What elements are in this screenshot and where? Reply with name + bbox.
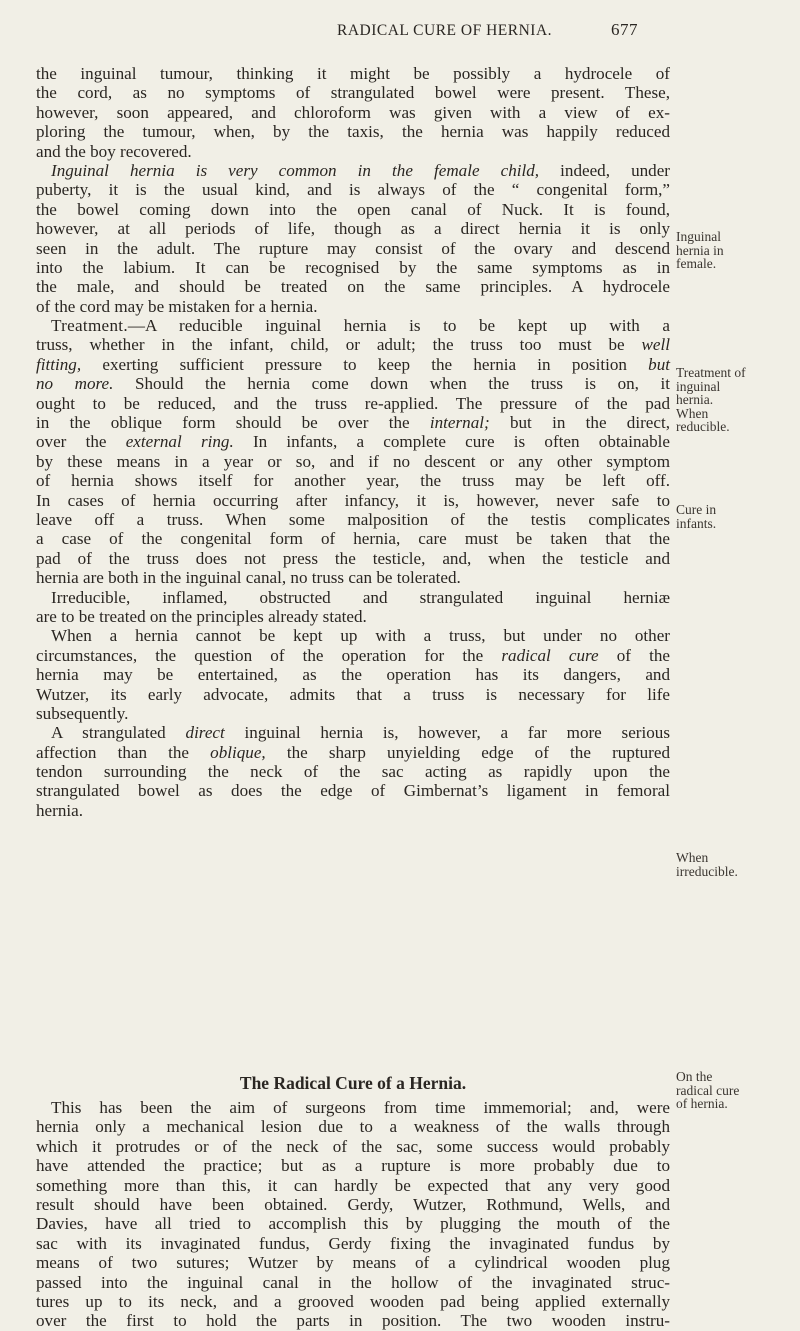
- text-span: Should the hernia come down when the truss is on, it: [113, 374, 671, 394]
- text-line: [36, 335, 670, 354]
- italic-phrase: fitting,: [36, 354, 82, 374]
- text-span: circumstances, the question of the operation for the: [36, 645, 502, 665]
- text-line: hernia may be entertained, as the operation has its dangers, and: [36, 665, 670, 685]
- margin-note-when-irreducible: [676, 851, 800, 878]
- small-caps-heading: Treatment.: [51, 316, 128, 336]
- text-line: Wutzer, its early advocate, admits that a truss is necessary for life: [36, 684, 670, 704]
- text-line: the cord, as no symptoms of strangulated bowel were present. These,: [36, 83, 670, 103]
- text-line: however, at all periods of life, though as a direct hernia it is only: [36, 219, 670, 239]
- text-line: tures up to its neck, and a grooved wooden pad being applied externally: [36, 1291, 670, 1311]
- text-span: In infants, a complete cure is often obtainable: [233, 432, 670, 452]
- margin-note-line: Inguinal: [676, 229, 721, 244]
- text-line: tendon surrounding the neck of the sac acting as rapidly upon the: [36, 762, 670, 782]
- italic-phrase: but: [648, 354, 670, 374]
- text-line: puberty, it is the usual kind, and is always of the “ congenital form,”: [36, 180, 670, 200]
- text-line: leave off a truss. When some malposition of the testis complicates: [36, 509, 670, 529]
- margin-note-line: reducible.: [676, 419, 730, 434]
- text-line: [36, 316, 670, 335]
- text-line: [36, 355, 670, 374]
- text-line: hernia are both in the inguinal canal, no truss can be tolerated.: [36, 568, 461, 588]
- italic-phrase: radical cure: [501, 645, 599, 665]
- text-line: have attended the practice; but as a rupture is more probably due to: [36, 1156, 670, 1176]
- margin-note-line: of hernia.: [676, 1096, 728, 1111]
- text-line: [36, 743, 670, 762]
- text-line: [36, 646, 670, 665]
- text-line: In cases of hernia occurring after infancy, it is, however, never safe to: [36, 490, 670, 510]
- text-line: ought to be reduced, and the truss re-applied. The pressure of the pad: [36, 393, 670, 413]
- text-span: exerting sufficient pressure to keep the hernia in position: [81, 354, 649, 374]
- text-line: strangulated bowel as does the edge of Gimbernat’s ligament in femoral: [36, 781, 670, 801]
- text-line: of the cord may be mistaken for a hernia.: [36, 296, 318, 316]
- text-span: truss, whether in the infant, child, or adult; the truss too must be: [36, 335, 642, 355]
- margin-note-cure-infants: [676, 503, 800, 530]
- text-line: Davies, have all tried to accomplish this by plugging the mouth of the: [36, 1214, 670, 1234]
- text-line: [36, 374, 670, 393]
- text-line: and the boy recovered.: [36, 141, 192, 161]
- text-span: —A reducible inguinal hernia is to be kept up with a: [127, 316, 670, 336]
- margin-note-line: hernia.: [676, 392, 714, 407]
- margin-note-line: female.: [676, 256, 717, 271]
- text-line: This has been the aim of surgeons from time immemorial; and, were: [51, 1098, 670, 1117]
- text-line: ploring the tumour, when, by the taxis, the hernia was happily reduced: [36, 122, 670, 142]
- text-line: [36, 723, 670, 742]
- text-line: means of two sutures; Wutzer by means of a cylindrical wooden plug: [36, 1253, 670, 1273]
- text-line: which it protrudes or of the neck of the sac, some success would probably: [36, 1136, 670, 1156]
- text-line: a case of the congenital form of hernia, care must be taken that the: [36, 529, 670, 549]
- text-span: indeed, under: [539, 160, 671, 180]
- margin-note-line: When: [676, 405, 709, 421]
- text-line: into the labium. It can be recognised by the same symptoms as in: [36, 257, 670, 277]
- text-line: the inguinal tumour, thinking it might be possibly a hydrocele of: [36, 64, 670, 83]
- page-number: 677: [611, 20, 638, 39]
- text-line: [36, 432, 670, 451]
- italic-phrase: Inguinal hernia is very common in the female child,: [51, 160, 540, 180]
- text-span: A strangulated: [51, 723, 186, 743]
- text-line: subsequently.: [36, 703, 129, 723]
- text-span: of the: [598, 645, 670, 665]
- text-span: inguinal hernia is, however, a far more serious: [224, 723, 670, 743]
- text-line: seen in the adult. The rupture may consist of the ovary and descend: [36, 238, 670, 258]
- margin-note-line: radical cure: [676, 1082, 740, 1098]
- italic-phrase: external ring.: [125, 432, 234, 452]
- text-line: hernia only a mechanical lesion due to a weakness of the walls through: [36, 1117, 670, 1137]
- italic-phrase: no more.: [36, 374, 114, 394]
- text-line: however, soon appeared, and chloroform was given with a view of ex-: [36, 102, 670, 122]
- margin-note-radical-cure: [676, 1070, 800, 1111]
- body-text: [36, 64, 670, 820]
- italic-phrase: oblique,: [210, 742, 266, 762]
- text-span: the sharp unyielding edge of the ruptured: [265, 742, 670, 762]
- text-line: When a hernia cannot be kept up with a truss, but under no other: [51, 626, 670, 646]
- text-line: hernia.: [36, 800, 83, 820]
- text-line: pad of the truss does not press the testicle, and, when the testicle and: [36, 548, 670, 568]
- text-line: the male, and should be treated on the same principles. A hydrocele: [36, 277, 670, 297]
- text-line: sac with its invaginated fundus, Gerdy fixing the invaginated fundus by: [36, 1233, 670, 1253]
- italic-phrase: internal;: [429, 413, 490, 433]
- text-line: [36, 413, 670, 432]
- section-heading: The Radical Cure of a Hernia.: [239, 1073, 467, 1093]
- text-line: by these means in a year or so, and if no descent or any other symptom: [36, 451, 670, 471]
- text-span: over the: [36, 432, 126, 452]
- margin-note-line: On the: [676, 1069, 713, 1084]
- body-text-section: [36, 1098, 670, 1331]
- margin-note-inguinal-female: [676, 230, 800, 271]
- margin-note-treatment: [676, 366, 800, 434]
- text-line: over the first to hold the parts in position. The two wooden instru-: [36, 1311, 670, 1331]
- text-span: but in the direct,: [489, 413, 670, 433]
- text-line: the bowel coming down into the open canal of Nuck. It is found,: [36, 199, 670, 219]
- text-span: affection than the: [36, 742, 211, 762]
- text-line: Irreducible, inflamed, obstructed and strangulated inguinal herniæ: [51, 587, 670, 607]
- italic-phrase: well: [641, 335, 670, 355]
- text-line: are to be treated on the principles already stated.: [36, 606, 367, 626]
- page-header: [0, 22, 800, 46]
- text-line: of hernia shows itself for another year, the truss may be left off.: [36, 471, 670, 491]
- italic-phrase: direct: [185, 723, 225, 743]
- text-line: result should have been obtained. Gerdy, Wutzer, Rothmund, Wells, and: [36, 1194, 670, 1214]
- margin-note-line: Cure in: [676, 502, 717, 517]
- margin-note-line: infants.: [676, 515, 717, 531]
- margin-note-line: When: [676, 850, 709, 865]
- margin-note-line: hernia in: [676, 242, 724, 258]
- margin-note-line: irreducible.: [676, 863, 738, 879]
- running-head: RADICAL CURE OF HERNIA.: [337, 22, 553, 39]
- text-line: [36, 161, 670, 180]
- text-line: passed into the inguinal canal in the hollow of the invaginated struc-: [36, 1272, 670, 1292]
- text-span: in the oblique form should be over the: [36, 413, 430, 433]
- margin-note-line: inguinal: [676, 378, 721, 394]
- text-line: something more than this, it can hardly be expected that any very good: [36, 1175, 670, 1195]
- margin-note-line: Treatment of: [676, 365, 746, 380]
